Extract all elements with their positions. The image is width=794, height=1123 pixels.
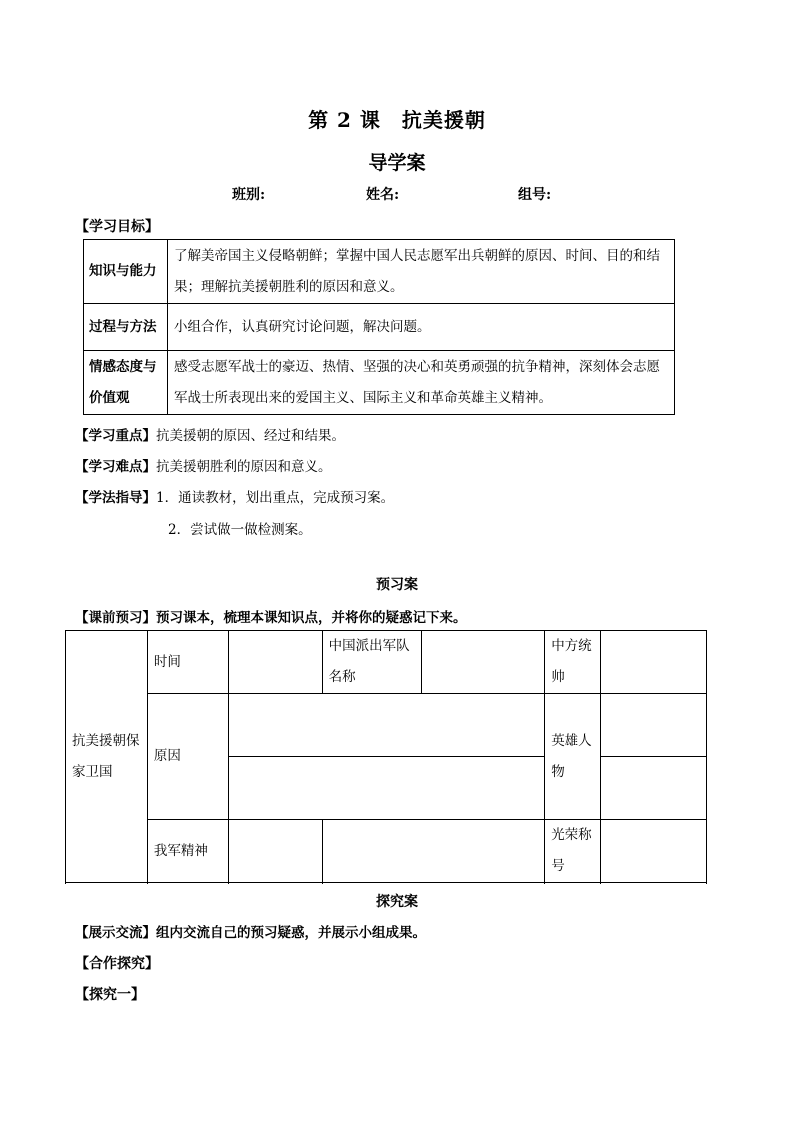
explore1-label: 【探究一】 bbox=[75, 987, 145, 1003]
side-label: 抗美援朝保家卫国 bbox=[66, 631, 148, 883]
difficulty-line bbox=[75, 455, 332, 475]
hero-label: 英雄人物 bbox=[545, 694, 601, 820]
coop-label: 【合作探究】 bbox=[75, 956, 159, 972]
time-label: 时间 bbox=[147, 631, 228, 694]
goal-row bbox=[84, 304, 675, 351]
share-text: 组内交流自己的预习疑惑，并展示小组成果。 bbox=[156, 925, 426, 941]
time-cell[interactable] bbox=[228, 631, 322, 694]
goals-table bbox=[83, 239, 675, 415]
goal-key: 过程与方法 bbox=[84, 304, 168, 351]
difficulty-label: 【学习难点】 bbox=[75, 459, 156, 475]
goal-key: 知识与能力 bbox=[84, 240, 168, 304]
method-line bbox=[75, 486, 394, 506]
commander-cell[interactable] bbox=[601, 631, 707, 694]
army-cell[interactable] bbox=[422, 631, 545, 694]
goals-heading: 【学习目标】 bbox=[75, 219, 159, 235]
preview-table bbox=[65, 630, 707, 883]
goal-value: 感受志愿军战士的豪迈、热情、坚强的决心和英勇顽强的抗争精神，深刻体会志愿军战士所表现出来的爱国主义、国际主义和革命英雄主义精神。 bbox=[168, 351, 675, 415]
share-line bbox=[75, 921, 426, 941]
difficulty-text: 抗美援朝胜利的原因和意义。 bbox=[156, 459, 332, 475]
explore-heading: 探究案 bbox=[376, 894, 418, 910]
name-label: 姓名: bbox=[366, 187, 400, 203]
focus-label: 【学习重点】 bbox=[75, 428, 156, 444]
share-label: 【展示交流】 bbox=[75, 925, 156, 941]
class-label: 班别: bbox=[232, 187, 266, 203]
spirit-cell-1[interactable] bbox=[228, 820, 322, 883]
commander-label: 中方统帅 bbox=[545, 631, 601, 694]
preview-instruction: 预习课本，梳理本课知识点，并将你的疑惑记下来。 bbox=[156, 610, 467, 626]
page-title: 第 2 课 抗美援朝 bbox=[308, 108, 486, 132]
hero-cell-1[interactable] bbox=[601, 694, 707, 757]
goal-key: 情感态度与价值观 bbox=[84, 351, 168, 415]
army-label: 中国派出军队名称 bbox=[322, 631, 422, 694]
preview-line bbox=[75, 606, 467, 626]
goal-value: 小组合作，认真研究讨论问题，解决问题。 bbox=[168, 304, 675, 351]
preview-heading: 预习案 bbox=[376, 577, 418, 593]
goal-row bbox=[84, 240, 675, 304]
group-label: 组号: bbox=[518, 187, 552, 203]
preview-label: 【课前预习】 bbox=[75, 610, 156, 626]
goal-value: 了解美帝国主义侵略朝鲜；掌握中国人民志愿军出兵朝鲜的原因、时间、目的和结果；理解抗美援朝胜利的原因和意义。 bbox=[168, 240, 675, 304]
honor-cell[interactable] bbox=[601, 820, 707, 883]
method-label: 【学法指导】 bbox=[75, 490, 156, 506]
reason-label: 原因 bbox=[147, 694, 228, 820]
method-step1: 1．通读教材，划出重点，完成预习案。 bbox=[156, 490, 395, 506]
focus-line bbox=[75, 424, 345, 444]
page-subtitle: 导学案 bbox=[368, 152, 426, 174]
goal-row bbox=[84, 351, 675, 415]
spirit-cell-2[interactable] bbox=[322, 820, 545, 883]
method-step2: 2．尝试做一做检测案。 bbox=[168, 522, 312, 538]
reason-cell-2[interactable] bbox=[228, 757, 544, 820]
spirit-label: 我军精神 bbox=[147, 820, 228, 883]
focus-text: 抗美援朝的原因、经过和结果。 bbox=[156, 428, 345, 444]
reason-cell-1[interactable] bbox=[228, 694, 544, 757]
honor-label: 光荣称号 bbox=[545, 820, 601, 883]
hero-cell-2[interactable] bbox=[601, 757, 707, 820]
